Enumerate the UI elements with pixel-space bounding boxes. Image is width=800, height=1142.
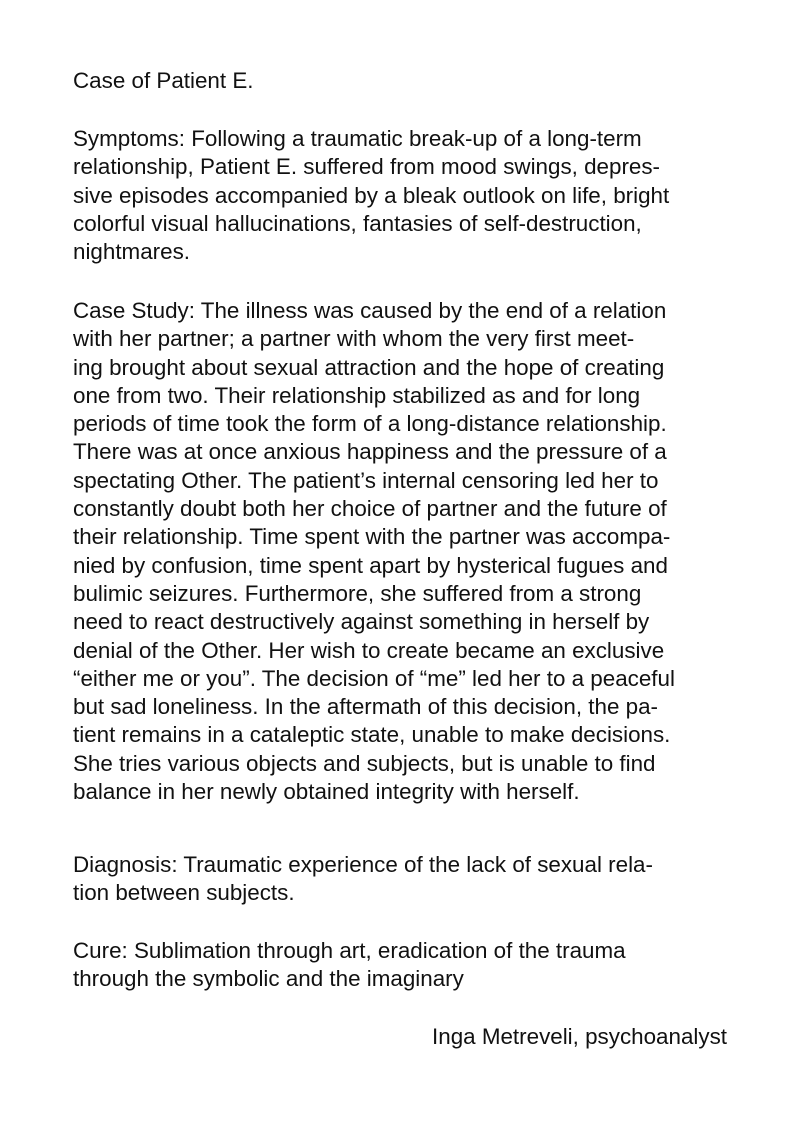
author-signature: Inga Metreveli, psychoanalyst <box>432 1024 727 1049</box>
diagnosis-paragraph: Diagnosis: Traumatic experience of the lack of sexual rela- tion between subjects. <box>73 852 653 906</box>
document-title: Case of Patient E. <box>73 68 254 93</box>
case-study-paragraph: Case Study: The illness was caused by the end of a relation with her partner; a partner with whom the very first meet- ing brought about sexual attraction and the hope of creating one from two. Their relationship stabilized as and for long periods of time took the form of a long-distance relationship. There was at once anxious happiness and the pressure of a spectating Other. The patient’s internal censoring led her to constantly doubt both her choice of partner and the future of their relationship. Time spent with the partner was accompa- nied by confusion, time spent apart by hysterical fugues and bulimic seizures. Furthermore, she suffered from a strong need to react destructively against something in herself by denial of the Other. Her wish to create became an exclusive “either me or you”. The decision of “me” led her to a peaceful but sad loneliness. In the aftermath of this decision, the pa- tient remains in a cataleptic state, unable to make decisions. She tries various objects and subjects, but is unable to find balance in her newly obtained integrity with herself. <box>73 298 675 805</box>
cure-paragraph: Cure: Sublimation through art, eradication of the trauma through the symbolic and the imaginary <box>73 938 626 992</box>
symptoms-paragraph: Symptoms: Following a traumatic break-up of a long-term relationship, Patient E. suffered from mood swings, depres- sive episodes accompanied by a bleak outlook on life, bright colorful visual hallucinations, fantasies of self-destruction, nightmares. <box>73 126 670 265</box>
